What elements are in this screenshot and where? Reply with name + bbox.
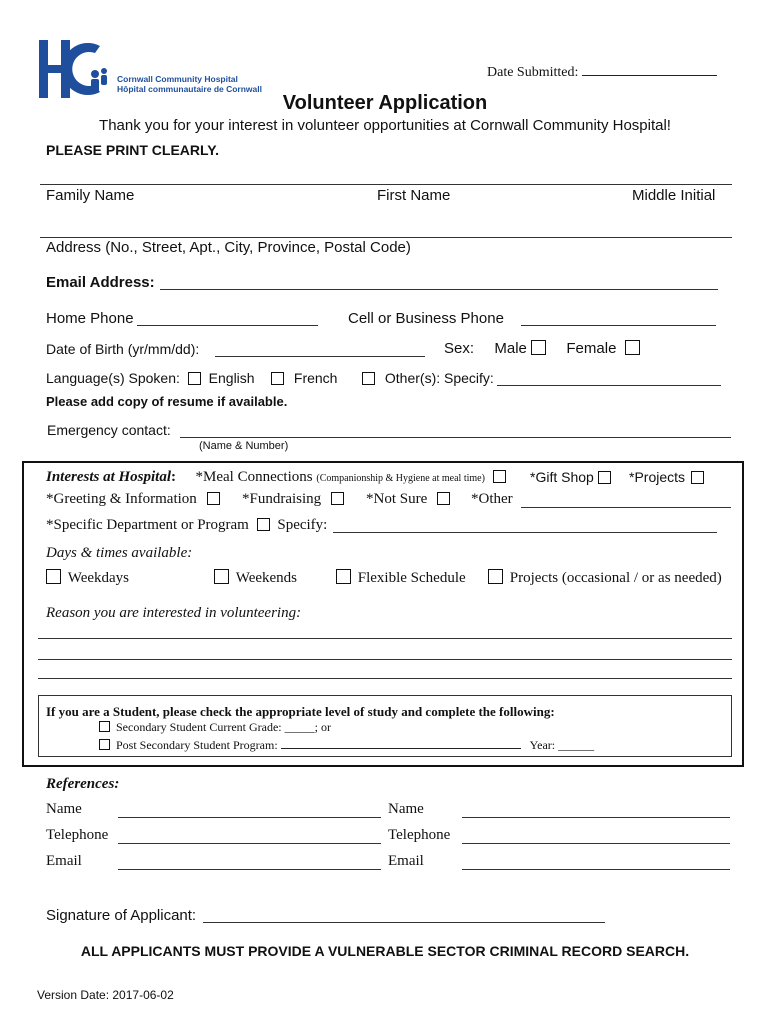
not-sure-label: *Not Sure	[366, 491, 428, 507]
address-label: Address (No., Street, Apt., City, Province, Postal Code)	[46, 239, 411, 256]
ref1-telephone-label: Telephone	[46, 827, 109, 843]
female-checkbox[interactable]	[625, 340, 640, 355]
emergency-label: Emergency contact:	[47, 422, 171, 438]
resume-note: Please add copy of resume if available.	[46, 394, 288, 409]
other-language-checkbox[interactable]	[362, 372, 375, 385]
hospital-logo	[38, 38, 263, 100]
version-date: Version Date: 2017-06-02	[37, 988, 174, 1002]
post-secondary-checkbox[interactable]	[99, 739, 110, 750]
flexible-checkbox[interactable]	[336, 569, 351, 584]
ref2-telephone-field[interactable]	[462, 843, 730, 844]
dob-field[interactable]	[215, 356, 425, 357]
specify-field[interactable]	[333, 532, 717, 533]
other-interest-field[interactable]	[521, 507, 731, 508]
ref1-telephone-field[interactable]	[118, 843, 381, 844]
english-label: English	[208, 370, 255, 386]
ref2-email-label: Email	[388, 853, 424, 869]
fundraising-checkbox[interactable]	[331, 492, 344, 505]
specific-dept-checkbox[interactable]	[257, 518, 270, 531]
cell-phone-label: Cell or Business Phone	[348, 310, 504, 327]
emergency-field[interactable]	[180, 437, 731, 438]
reason-line-1[interactable]	[38, 638, 732, 639]
hc-logo-icon	[38, 38, 118, 100]
references-heading: References	[46, 776, 115, 792]
ref2-name-field[interactable]	[462, 817, 730, 818]
home-phone-field[interactable]	[137, 325, 318, 326]
criminal-record-notice: ALL APPLICANTS MUST PROVIDE A VULNERABLE SECTOR CRIMINAL RECORD SEARCH.	[80, 943, 690, 959]
interests-colon: :	[171, 469, 177, 485]
not-sure-checkbox[interactable]	[437, 492, 450, 505]
specify-label: Specify:	[277, 517, 328, 533]
ref2-email-field[interactable]	[462, 869, 730, 870]
weekends-checkbox[interactable]	[214, 569, 229, 584]
ref2-telephone-label: Telephone	[388, 827, 451, 843]
student-heading: If you are a Student, please check the appropriate level of study and complete the following:	[46, 704, 555, 719]
date-submitted-label: Date Submitted:	[487, 65, 579, 80]
family-name-label: Family Name	[46, 187, 135, 204]
signature-field[interactable]	[203, 922, 605, 923]
dob-label: Date of Birth (yr/mm/dd):	[46, 341, 200, 357]
ref1-email-field[interactable]	[118, 869, 381, 870]
meal-note: (Companionship & Hygiene at meal time)	[316, 473, 485, 484]
male-label: Male	[494, 340, 527, 357]
ref1-name-field[interactable]	[118, 817, 381, 818]
signature-label: Signature of Applicant:	[46, 907, 197, 924]
female-label: Female	[566, 340, 617, 357]
languages-label: Language(s) Spoken:	[46, 370, 180, 386]
page-title: Volunteer Application	[282, 92, 488, 114]
cell-phone-field[interactable]	[521, 325, 716, 326]
specific-dept-label: *Specific Department or Program	[46, 517, 249, 533]
interests-heading: Interests at Hospital	[46, 469, 172, 485]
reason-line-2[interactable]	[38, 659, 732, 660]
secondary-label: Secondary Student Current Grade: _____; or	[116, 720, 331, 734]
secondary-checkbox[interactable]	[99, 721, 110, 732]
days-heading: Days & times available	[46, 545, 188, 561]
ref1-email-label: Email	[46, 853, 82, 869]
ref1-name-label: Name	[46, 801, 82, 817]
gift-shop-checkbox[interactable]	[598, 471, 611, 484]
program-field[interactable]	[281, 747, 521, 749]
date-submitted-field[interactable]	[582, 74, 717, 76]
projects-checkbox[interactable]	[691, 471, 704, 484]
weekdays-checkbox[interactable]	[46, 569, 61, 584]
other-language-field[interactable]	[497, 385, 721, 386]
occasional-checkbox[interactable]	[488, 569, 503, 584]
meal-checkbox[interactable]	[493, 470, 506, 483]
gift-shop-label: *Gift Shop	[530, 469, 594, 485]
emergency-hint: (Name & Number)	[199, 440, 289, 452]
name-line[interactable]	[40, 184, 732, 185]
projects-label: *Projects	[629, 469, 686, 485]
greeting-checkbox[interactable]	[207, 492, 220, 505]
weekends-label: Weekends	[235, 570, 298, 586]
fundraising-label: *Fundraising	[242, 491, 322, 507]
french-checkbox[interactable]	[271, 372, 284, 385]
first-name-label: First Name	[377, 187, 451, 204]
ref2-name-label: Name	[388, 801, 424, 817]
email-label: Email Address:	[46, 274, 155, 291]
other-language-label: Other(s): Specify:	[384, 370, 494, 386]
email-field[interactable]	[160, 289, 718, 290]
year-label: Year: ______	[529, 738, 595, 752]
occasional-label: Projects (occasional / or as needed)	[509, 570, 722, 586]
org-name-fr: Hôpital communautaire de Cornwall	[117, 84, 262, 94]
reason-heading: Reason you are interested in volunteering	[46, 605, 297, 621]
post-secondary-label: Post Secondary Student Program:	[116, 738, 281, 752]
english-checkbox[interactable]	[188, 372, 201, 385]
sex-label: Sex:	[444, 340, 475, 357]
address-line[interactable]	[40, 237, 732, 238]
intro-text: Thank you for your interest in volunteer opportunities at Cornwall Community Hospital!	[99, 117, 671, 134]
org-name-en: Cornwall Community Hospital	[117, 74, 238, 84]
other-interest-label: *Other	[471, 491, 513, 507]
greeting-label: *Greeting & Information	[46, 491, 197, 507]
weekdays-label: Weekdays	[67, 570, 130, 586]
meal-label: *Meal Connections	[195, 469, 313, 485]
reason-line-3[interactable]	[38, 678, 732, 679]
home-phone-label: Home Phone	[46, 310, 134, 327]
flexible-label: Flexible Schedule	[357, 570, 466, 586]
print-clearly-note: PLEASE PRINT CLEARLY.	[46, 142, 219, 158]
french-label: French	[293, 370, 338, 386]
male-checkbox[interactable]	[531, 340, 546, 355]
middle-initial-label: Middle Initial	[632, 187, 716, 204]
